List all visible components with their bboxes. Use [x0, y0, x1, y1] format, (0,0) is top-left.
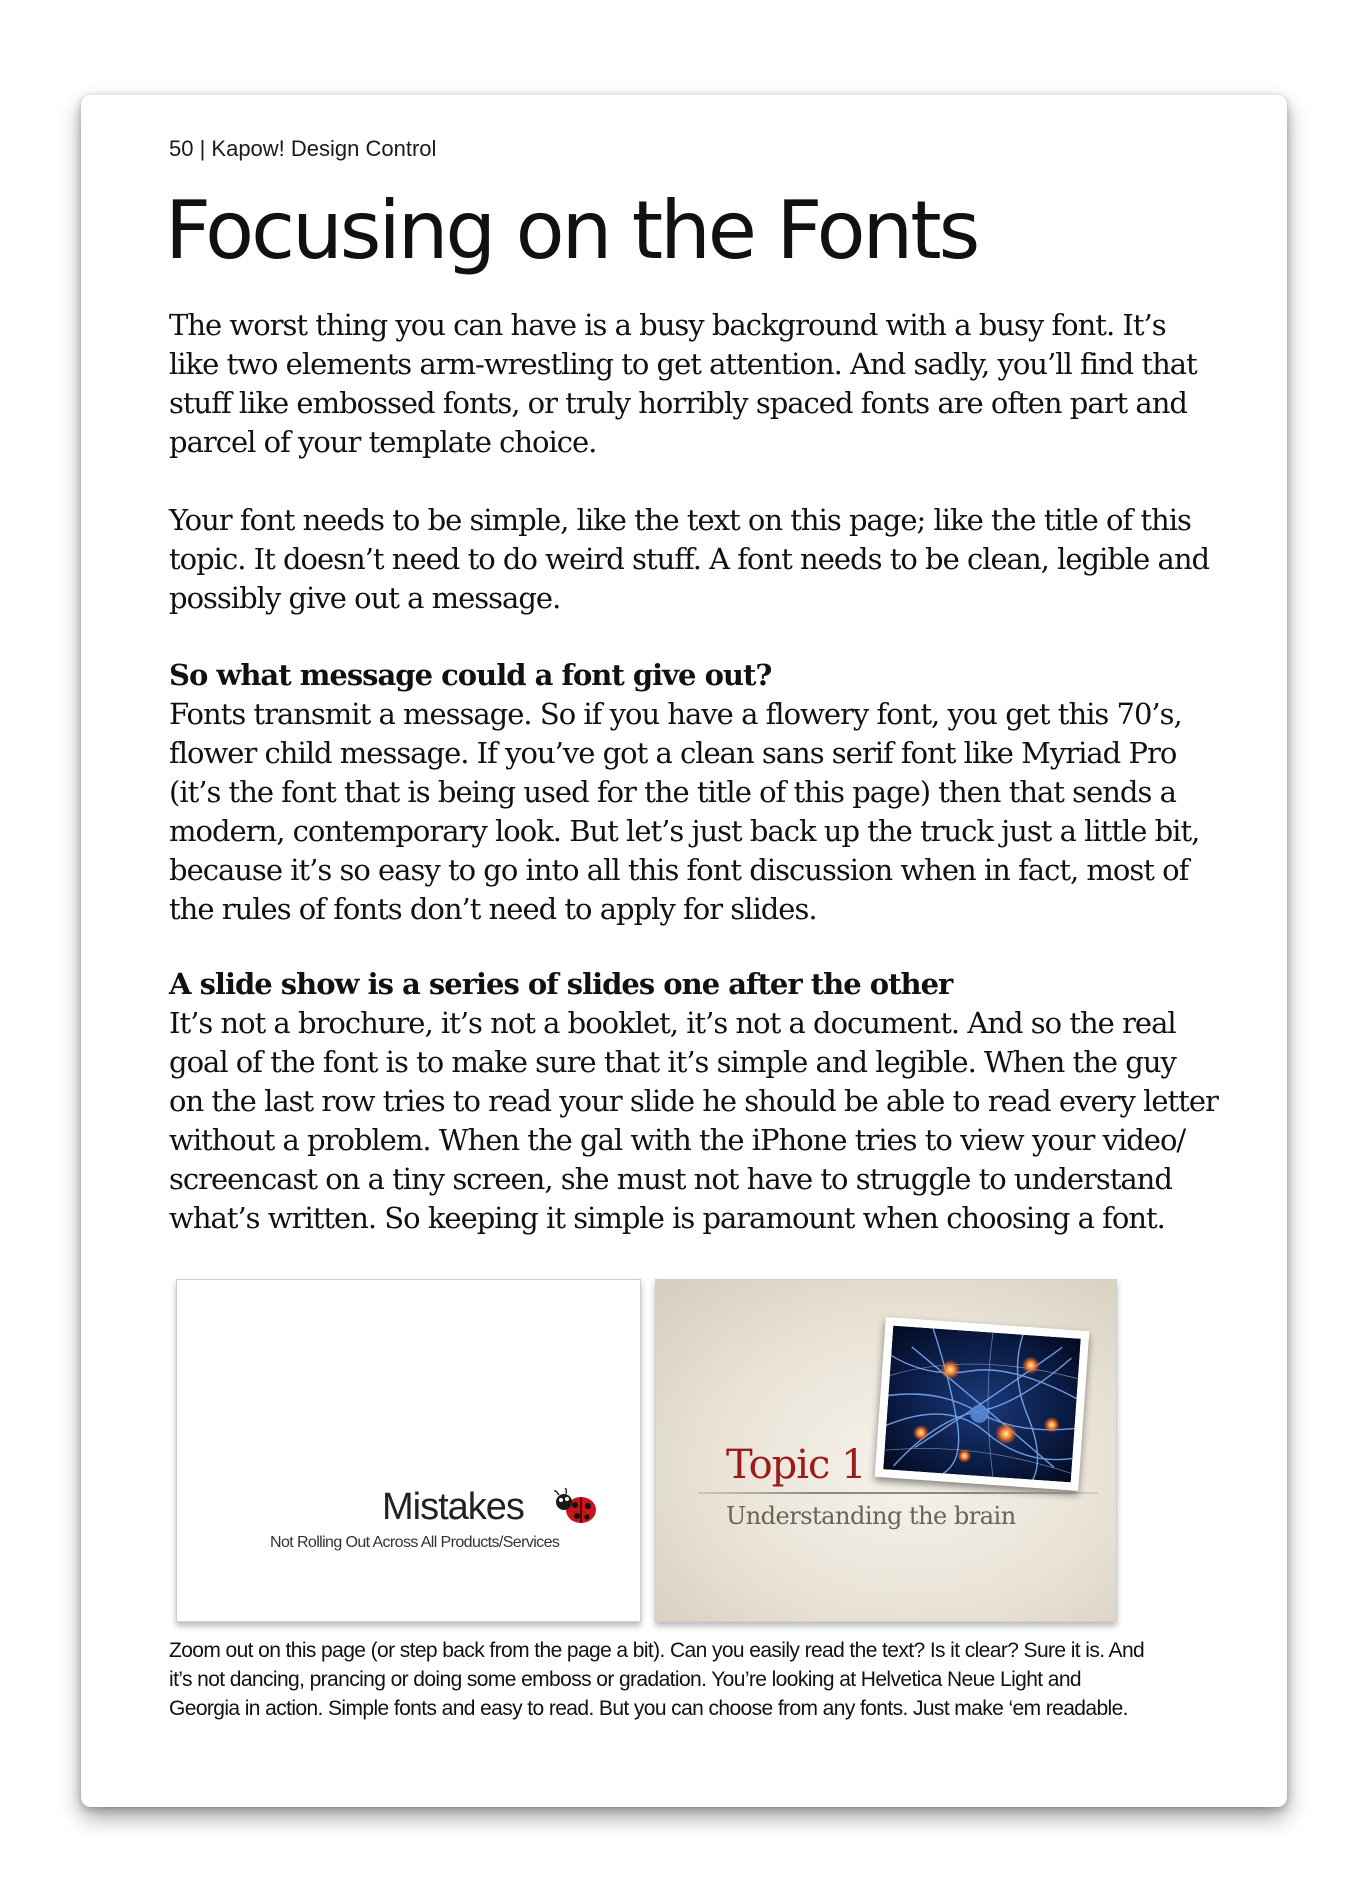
paragraph-line: (it’s the font that is being used for the title of this page) then that sends a: [169, 775, 1176, 809]
paragraph-3: [169, 656, 1199, 929]
caption-line: Zoom out on this page (or step back from the page a bit). Can you easily read the text? Is it clear? Sure it is. And: [169, 1639, 1145, 1662]
paragraph-4: [169, 965, 1218, 1238]
paragraph-line: Your font needs to be simple, like the text on this page; like the title of this: [169, 503, 1191, 537]
slide-title: Topic 1: [726, 1442, 866, 1488]
paragraph-line: what’s written. So keeping it simple is paramount when choosing a font.: [169, 1201, 1165, 1235]
section-subhead: So what message could a font give out?: [169, 658, 772, 692]
paragraph-line: possibly give out a message.: [169, 581, 561, 615]
paragraph-1: [169, 306, 1199, 462]
paragraph-line: because it’s so easy to go into all this font discussion when in fact, most of: [169, 853, 1189, 887]
slide-title: Mistakes: [382, 1486, 524, 1528]
slide-subtitle: Understanding the brain: [726, 1502, 1016, 1530]
paragraph-line: the rules of fonts don’t need to apply for slides.: [169, 892, 817, 926]
ladybug-icon: [553, 1488, 597, 1528]
figure-caption: [169, 1636, 1229, 1723]
paragraph-line: modern, contemporary look. But let’s just back up the truck just a little bit,: [169, 814, 1200, 848]
paragraph-line: parcel of your template choice.: [169, 425, 597, 459]
page-title: Focusing on the Fonts: [165, 184, 978, 277]
paragraph-line: topic. It doesn’t need to do weird stuff. A font needs to be clean, legible and: [169, 542, 1210, 576]
slide-topic: [655, 1279, 1117, 1622]
running-head: 50 | Kapow! Design Control: [169, 136, 437, 161]
neurons-photo: [875, 1317, 1090, 1491]
paragraph-line: It’s not a brochure, it’s not a booklet, it’s not a document. And so the real: [169, 1006, 1176, 1040]
section-subhead: A slide show is a series of slides one after the other: [169, 967, 953, 1001]
paragraph-line: screencast on a tiny screen, she must not have to struggle to understand: [169, 1162, 1172, 1196]
paragraph-2: [169, 501, 1210, 618]
caption-line: Georgia in action. Simple fonts and easy to read. But you can choose from any fonts. Just make ‘em readable.: [169, 1697, 1128, 1720]
paragraph-line: flower child message. If you’ve got a clean sans serif font like Myriad Pro: [169, 736, 1177, 770]
divider: [698, 1492, 1098, 1494]
paragraph-line: without a problem. When the gal with the iPhone tries to view your video/: [169, 1123, 1186, 1157]
paragraph-line: stuff like embossed fonts, or truly horribly spaced fonts are often part and: [169, 386, 1187, 420]
paragraph-line: Fonts transmit a message. So if you have a flowery font, you get this 70’s,: [169, 697, 1182, 731]
paragraph-line: on the last row tries to read your slide he should be able to read every letter: [169, 1084, 1218, 1118]
slide-mistakes: [176, 1279, 641, 1622]
document-page: [81, 95, 1287, 1807]
paragraph-line: goal of the font is to make sure that it’s simple and legible. When the guy: [169, 1045, 1176, 1079]
paragraph-line: The worst thing you can have is a busy background with a busy font. It’s: [169, 308, 1166, 342]
caption-line: it’s not dancing, prancing or doing some emboss or gradation. You’re looking at Helvetica Neue Light and: [169, 1668, 1081, 1691]
paragraph-line: like two elements arm-wrestling to get attention. And sadly, you’ll find that: [169, 347, 1197, 381]
slide-subtitle: Not Rolling Out Across All Products/Services: [270, 1534, 560, 1551]
